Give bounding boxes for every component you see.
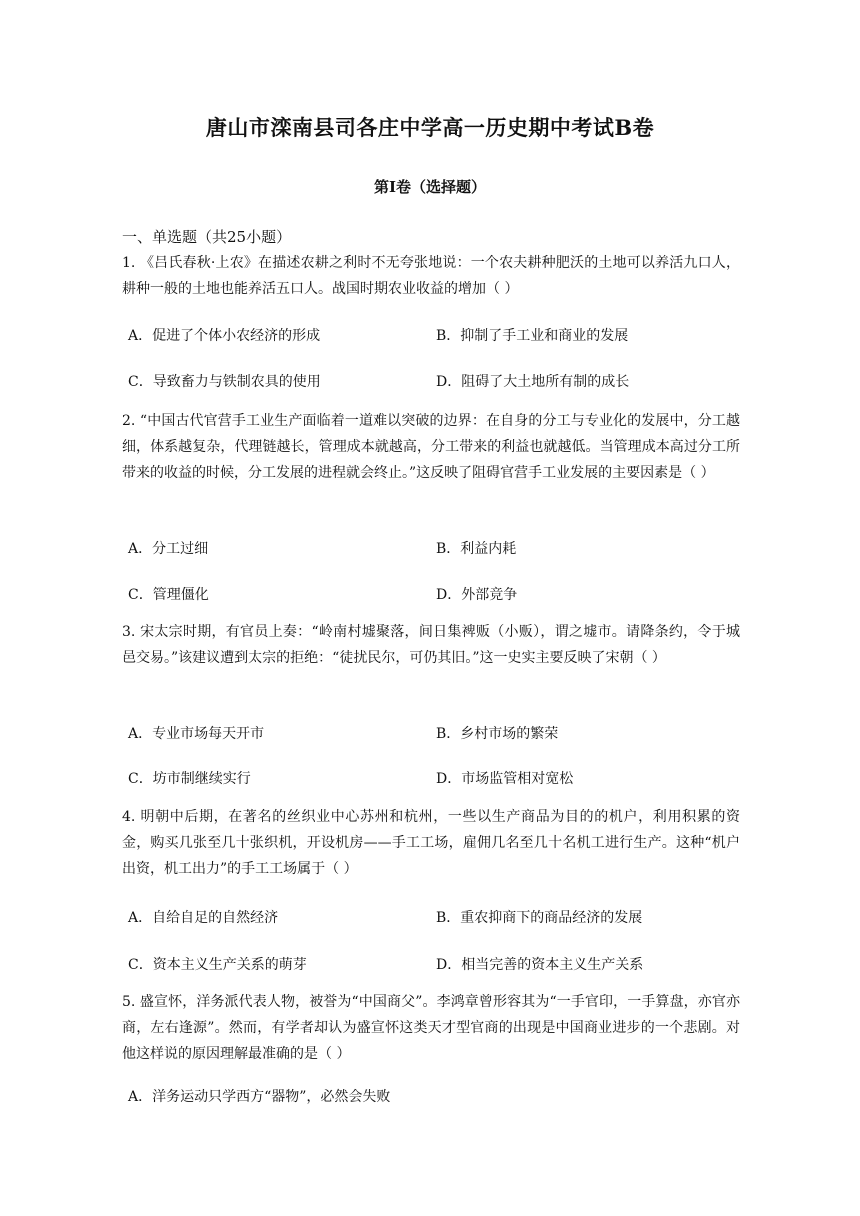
question-3-option-a: A．专业市场每天开市	[128, 726, 265, 742]
question-1-option-d: D．阻碍了大土地所有制的成长	[436, 374, 630, 390]
question-3-stem: 3. 宋太宗时期，有官员上奏：“岭南村墟聚落，间日集裨贩（小贩），谓之墟市。请降条约，令于城邑交易。”该建议遭到太宗的拒绝：“徒扰民尔，可仍其旧。”这一史实主要反映了宋朝（ ）	[122, 624, 740, 666]
question-1-option-a: A．促进了个体小农经济的形成	[128, 328, 321, 344]
question-5-stem: 5. 盛宣怀，洋务派代表人物，被誉为“中国商父”。李鸿章曾形容其为“一手官印，一手算盘，亦官亦商，左右逢源”。然而，有学者却认为盛宣怀这类天才型官商的出现是中国商业进步的一个悲剧。对他这样说的原因理解最准确的是（ ）	[122, 994, 740, 1062]
question-5-option-a: A．洋务运动只学西方“器物”，必然会失败	[128, 1089, 391, 1105]
section-title: 一、单选题（共25小题）	[122, 228, 292, 246]
question-3-option-c: C．坊市制继续实行	[128, 771, 251, 787]
question-4-option-d: D．相当完善的资本主义生产关系	[436, 957, 644, 973]
question-3-option-d: D．市场监管相对宽松	[436, 771, 574, 787]
question-4-option-a: A．自给自足的自然经济	[128, 910, 279, 926]
question-1-option-c: C．导致畜力与铁制农具的使用	[128, 374, 321, 390]
question-4-option-c: C．资本主义生产关系的萌芽	[128, 957, 307, 973]
part-title: 第I卷（选择题）	[373, 178, 487, 196]
question-2-option-a: A．分工过细	[128, 541, 209, 557]
question-4-option-b: B．重农抑商下的商品经济的发展	[436, 910, 643, 926]
exam-title: 唐山市滦南县司各庄中学高一历史期中考试B卷	[205, 115, 655, 140]
question-2-stem: 2. “中国古代官营手工业生产面临着一道难以突破的边界：在自身的分工与专业化的发展中，分工越细，体系越复杂，代理链越长，管理成本就越高，分工带来的利益也就越低。当管理成本高过分工所带来的收益的时候，分工发展的进程就会终止。”这反映了阻碍官营手工业发展的主要因素是（ ）	[122, 413, 740, 481]
question-1-option-b: B．抑制了手工业和商业的发展	[436, 328, 629, 344]
question-4-stem: 4. 明朝中后期，在著名的丝织业中心苏州和杭州，一些以生产商品为目的的机户，利用积累的资金，购买几张至几十张织机，开设机房——手工工场，雇佣几名至几十名机工进行生产。这种“机户出资，机工出力”的手工工场属于（ ）	[122, 809, 740, 877]
question-1-stem: 1. 《吕氏春秋·上农》在描述农耕之利时不无夸张地说：一个农夫耕种肥沃的土地可以养活九口人，耕种一般的土地也能养活五口人。战国时期农业收益的增加（ ）	[122, 255, 740, 297]
question-3-option-b: B．乡村市场的繁荣	[436, 726, 559, 742]
question-2-option-b: B．利益内耗	[436, 541, 517, 557]
question-2-option-c: C．管理僵化	[128, 587, 209, 603]
question-2-option-d: D．外部竞争	[436, 587, 518, 603]
